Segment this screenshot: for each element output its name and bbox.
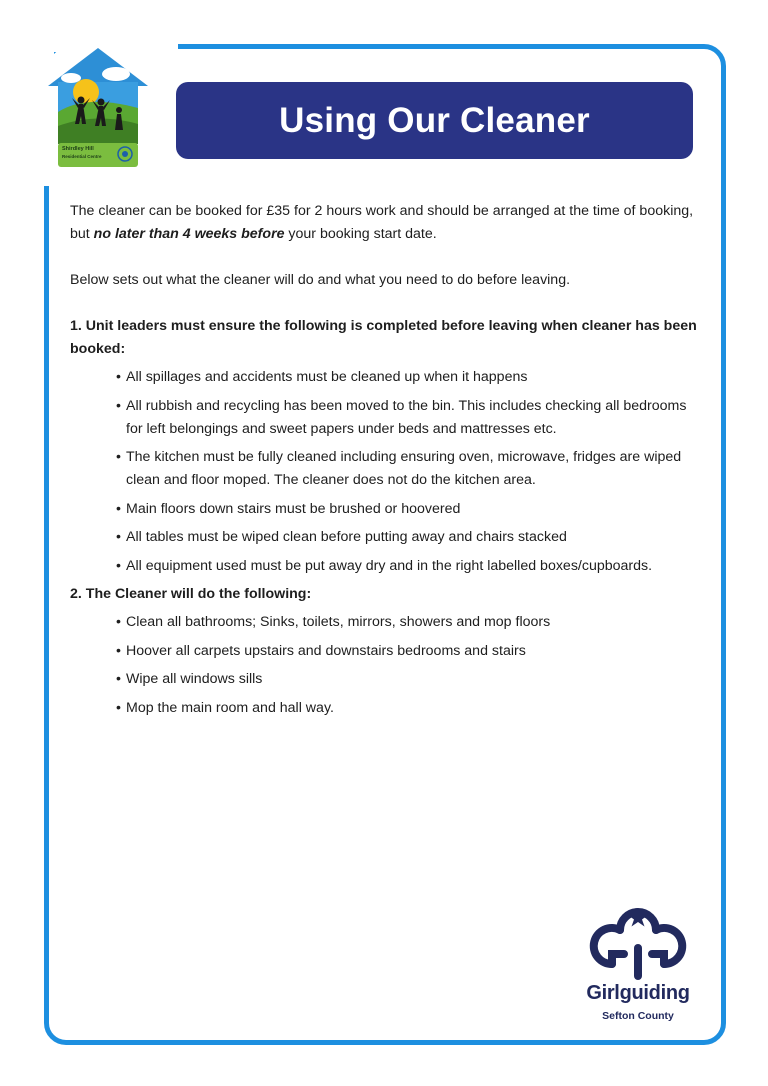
list-item: • All tables must be wiped clean before putting away and chairs stacked	[116, 529, 567, 545]
intro-emphasis: no later than 4 weeks before	[93, 226, 285, 242]
intro-paragraph-2: Below sets out what the cleaner will do and what you need to do before leaving.	[70, 272, 571, 288]
girlguiding-trefoil-icon	[572, 890, 704, 1030]
list-item: • Wipe all windows sills	[116, 671, 263, 687]
logo-text-line2: Residential Centre	[62, 154, 102, 159]
list-item: • Hoover all carpets upstairs and downstairs bedrooms and stairs	[116, 642, 526, 659]
title-banner	[176, 82, 693, 159]
list-item: • The kitchen must be fully cleaned including ensuring oven, microwave, fridges are wiped clean and floor moped. The cleaner does not do the kitchen area.	[116, 449, 682, 488]
list-item: • Main floors down stairs must be brushed or hoovered	[116, 500, 461, 517]
page-title: Using Our Cleaner	[279, 100, 590, 140]
list-item: • All spillages and accidents must be cleaned up when it happens	[116, 369, 528, 385]
intro-paragraph	[70, 200, 700, 246]
section2-list	[70, 611, 700, 720]
logo-text-line1: Shirdley Hill	[62, 146, 94, 152]
list-item: • All equipment used must be put away dry and in the right labelled boxes/cupboards.	[116, 557, 653, 574]
section2-heading: 2. The Cleaner will do the following:	[70, 586, 312, 602]
main-content	[70, 200, 700, 725]
section1-heading: 1. Unit leaders must ensure the following is completed before leaving when cleaner has been booked:	[70, 318, 697, 357]
trefoil-icon	[117, 146, 133, 162]
intro-text-end: your booking start date.	[284, 226, 437, 242]
list-item: • Clean all bathrooms; Sinks, toilets, mirrors, showers and mop floors	[116, 614, 551, 630]
list-item: • Mop the main room and hall way.	[116, 699, 334, 716]
brand-name: Girlguiding	[586, 982, 690, 1004]
list-item: • All rubbish and recycling has been moved to the bin. This includes checking all bedrooms for left belongings and sweet papers under beds and mattresses etc.	[116, 397, 687, 437]
section1-list	[70, 366, 700, 578]
logo-label	[58, 143, 138, 167]
intro-text-start: The cleaner can be booked for £35 for 2 hours work and should be arranged at the time of booking, but	[70, 203, 694, 242]
brand-county: Sefton County	[602, 1010, 674, 1022]
